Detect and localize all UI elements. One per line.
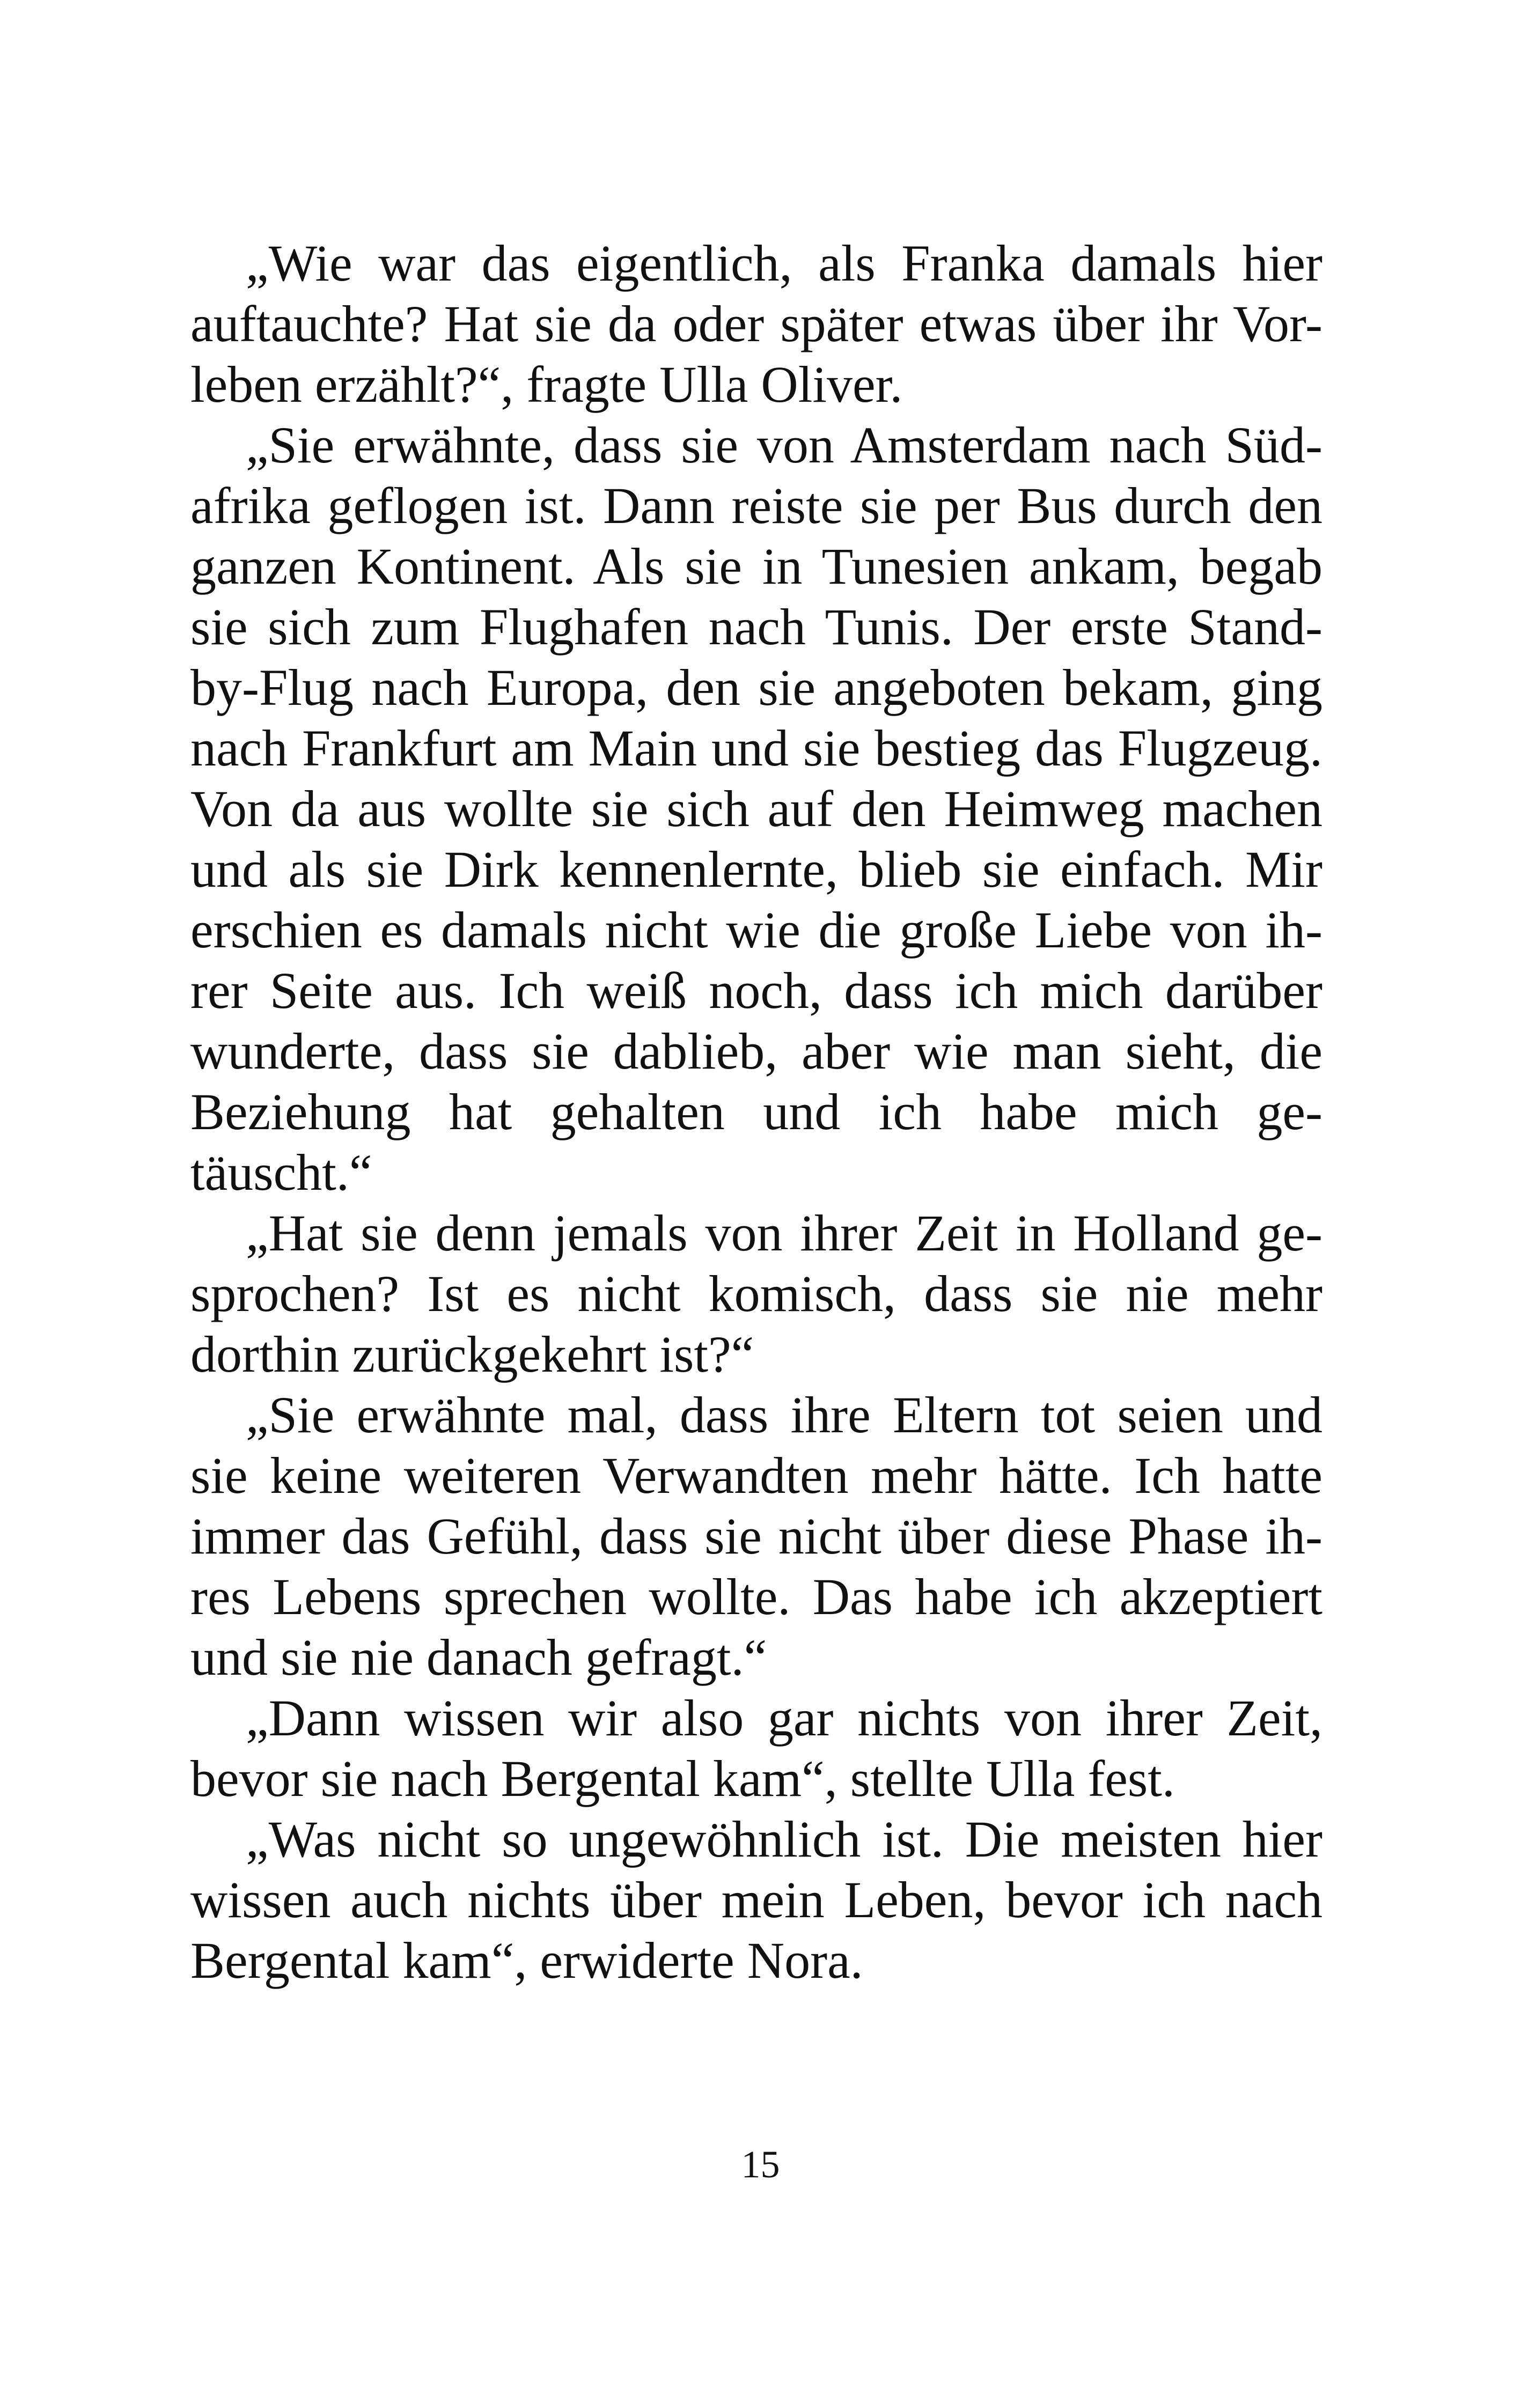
text-line: und als sie Dirk kennenlernte, blieb sie einfach. Mir: [190, 841, 1322, 898]
text-line: erschien es damals nicht wie die große Liebe von ih-: [190, 901, 1322, 959]
text-line: Von da aus wollte sie sich auf den Heimweg machen: [190, 780, 1322, 837]
text-line: bevor sie nach Bergental kam“, stellte Ulla fest.: [190, 1750, 1175, 1807]
text-line: nach Frankfurt am Main und sie bestieg das Flugzeug.: [190, 719, 1322, 777]
text-line: ganzen Kontinent. Als sie in Tunesien ankam, begab: [190, 537, 1322, 595]
text-line: res Lebens sprechen wollte. Das habe ich akzeptiert: [190, 1568, 1322, 1625]
text-line: auftauchte? Hat sie da oder später etwas über ihr Vor-: [190, 295, 1322, 352]
text-line: rer Seite aus. Ich weiß noch, dass ich mich darüber: [190, 962, 1322, 1019]
text-line: Bergental kam“, erwiderte Nora.: [190, 1932, 863, 1989]
text-line: sprochen? Ist es nicht komisch, dass sie nie mehr: [190, 1265, 1322, 1322]
text-line: und sie nie danach gefragt.“: [190, 1629, 767, 1686]
text-line: wissen auch nichts über mein Leben, bevor ich nach: [190, 1871, 1322, 1928]
text-line: sie sich zum Flughafen nach Tunis. Der erste Stand-: [190, 598, 1322, 656]
text-line: wunderte, dass sie dablieb, aber wie man sieht, die: [190, 1022, 1322, 1080]
text-line: „Sie erwähnte, dass sie von Amsterdam nach Süd-: [246, 416, 1322, 474]
text-line: Beziehung hat gehalten und ich habe mich ge-: [190, 1083, 1322, 1140]
text-line: immer das Gefühl, dass sie nicht über diese Phase ih-: [190, 1507, 1322, 1565]
text-line: „Dann wissen wir also gar nichts von ihrer Zeit,: [246, 1689, 1322, 1747]
text-line: täuscht.“: [190, 1144, 372, 1201]
text-line: dorthin zurückgekehrt ist?“: [190, 1325, 754, 1383]
text-line: by-Flug nach Europa, den sie angeboten bekam, ging: [190, 659, 1322, 716]
text-line: „Sie erwähnte mal, dass ihre Eltern tot seien und: [246, 1386, 1322, 1444]
text-line: „Hat sie denn jemals von ihrer Zeit in Holland ge-: [246, 1204, 1322, 1262]
text-line: sie keine weiteren Verwandten mehr hätte. Ich hatte: [190, 1447, 1322, 1504]
page-number: 15: [741, 2143, 780, 2186]
body-text: [190, 233, 1322, 1991]
text-line: „Was nicht so ungewöhnlich ist. Die meisten hier: [246, 1810, 1322, 1868]
text-line: afrika geflogen ist. Dann reiste sie per Bus durch den: [190, 477, 1322, 534]
text-line: „Wie war das eigentlich, als Franka damals hier: [246, 234, 1322, 292]
text-line: leben erzählt?“, fragte Ulla Oliver.: [190, 356, 903, 413]
